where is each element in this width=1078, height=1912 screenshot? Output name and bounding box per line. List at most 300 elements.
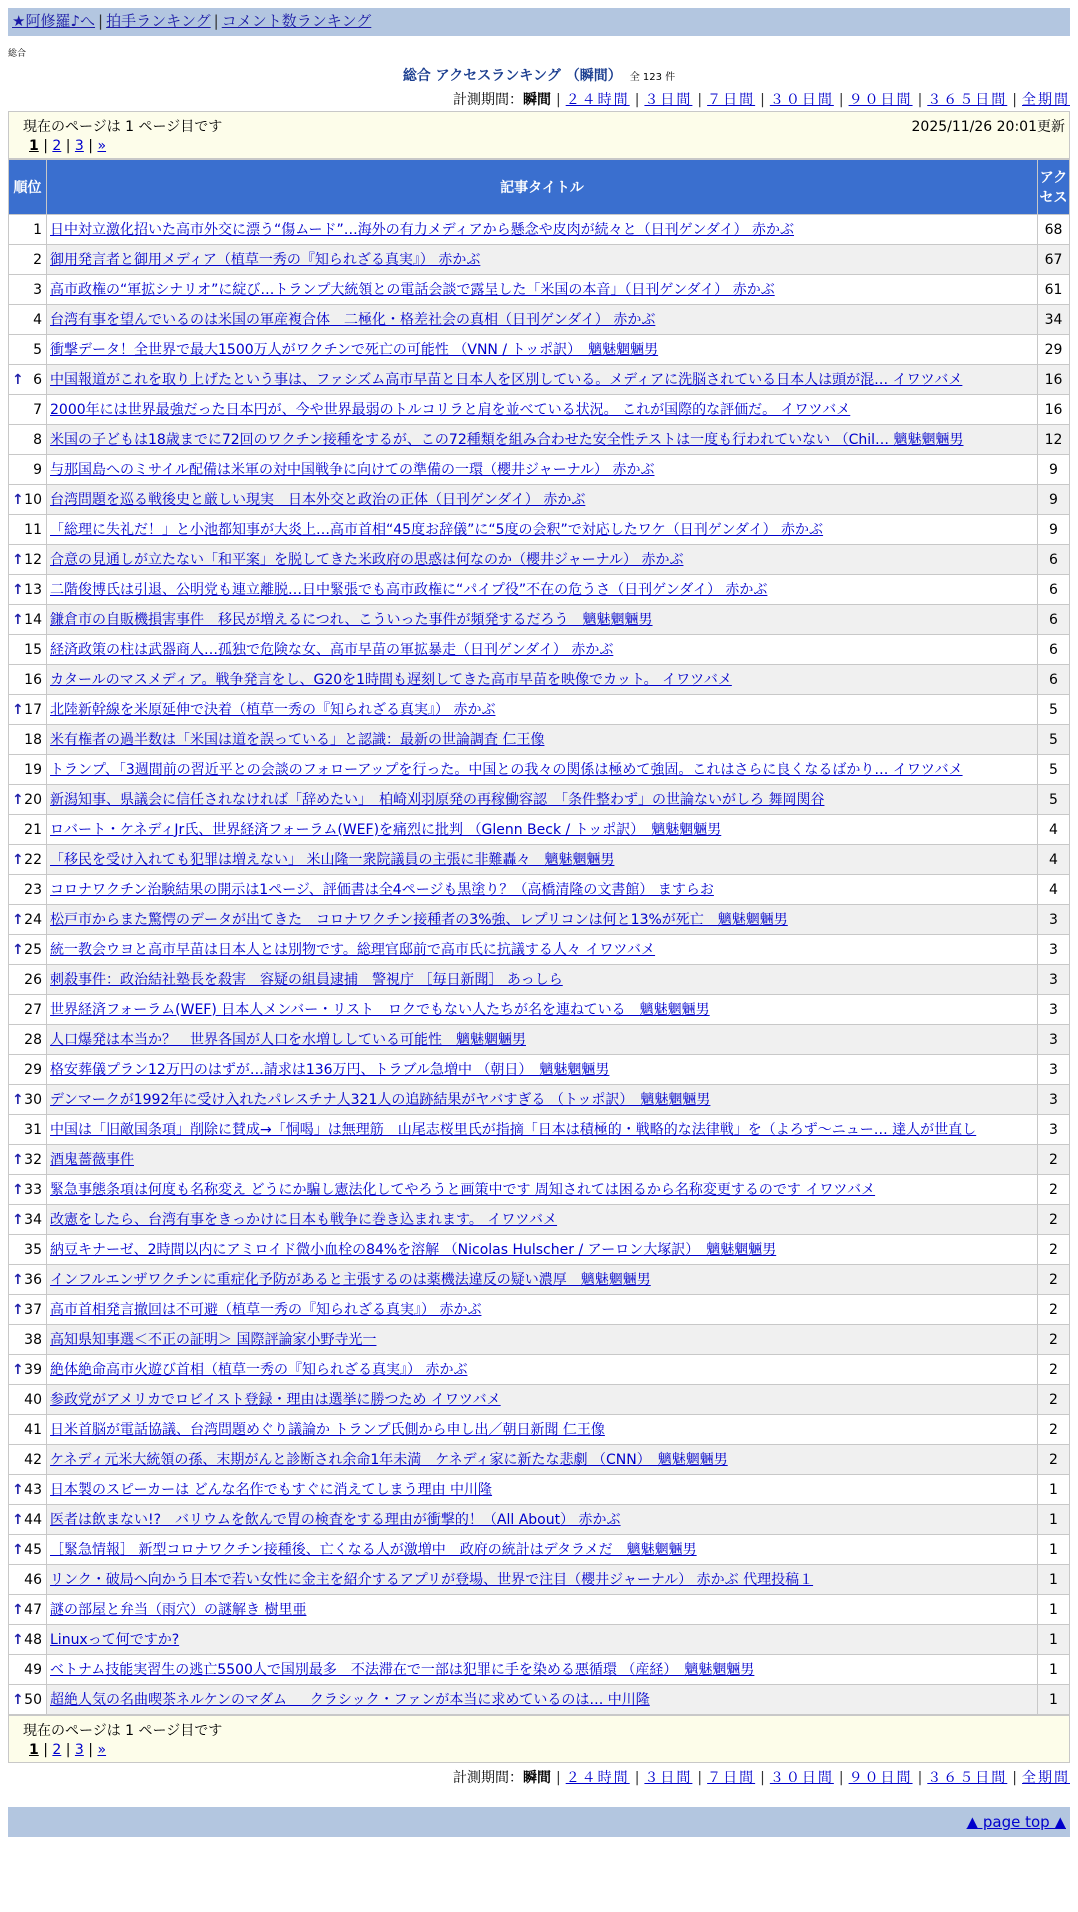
rank-number: 19 xyxy=(24,761,42,778)
rank-cell xyxy=(9,605,47,635)
pager: 1 | 2 | 3 | » xyxy=(29,1742,107,1758)
table-row xyxy=(9,1205,1070,1235)
arrow-up-icon: ↑ xyxy=(12,1181,24,1198)
access-count: 61 xyxy=(1038,275,1070,305)
article-link[interactable]: 高知県知事選＜不正の証明＞ 国際評論家小野寺光一 xyxy=(50,1331,377,1348)
table-row xyxy=(9,1445,1070,1475)
period-current: 瞬間 xyxy=(522,92,551,108)
table-row xyxy=(9,875,1070,905)
rank-number: 15 xyxy=(24,641,42,658)
access-column-header: アクセス xyxy=(1038,160,1070,215)
article-link[interactable]: ［緊急情報］ 新型コロナワクチン接種後、亡くなる人が激増中 政府の統計はデタラメだ 魑魅魍魎男 xyxy=(50,1541,697,1558)
rank-cell xyxy=(9,665,47,695)
access-count: 2 xyxy=(1038,1385,1070,1415)
article-link[interactable]: 高市首相発言撤回は不可避（植草一秀の『知られざる真実』） 赤かぶ xyxy=(50,1301,482,1318)
article-link[interactable]: 改憲をしたら、台湾有事をきっかけに日本も戦争に巻き込まれます。 イワツバメ xyxy=(50,1211,558,1228)
access-count: 2 xyxy=(1038,1295,1070,1325)
separator: | xyxy=(555,1770,561,1786)
arrow-up-icon: ↑ xyxy=(12,611,24,628)
article-link[interactable]: 衝撃データ！全世界で最大1500万人がワクチンで死亡の可能性 （VNN / トッポ訳） 魑魅魍魎男 xyxy=(50,341,659,358)
access-count: 5 xyxy=(1038,785,1070,815)
separator: | xyxy=(1012,92,1017,108)
title-cell xyxy=(47,1625,1038,1655)
pager-link[interactable]: 2 xyxy=(52,1742,62,1758)
article-link[interactable]: 台湾問題を巡る戦後史と厳しい現実 日本外交と政治の正体（日刊ゲンダイ） 赤かぶ xyxy=(50,491,586,508)
arrow-up-icon: ↑ xyxy=(12,581,24,598)
access-count: 3 xyxy=(1038,1055,1070,1085)
rank-number: 45 xyxy=(24,1541,42,1558)
table-row xyxy=(9,785,1070,815)
title-cell xyxy=(47,1355,1038,1385)
rank-cell xyxy=(9,965,47,995)
access-count: 16 xyxy=(1038,395,1070,425)
article-link[interactable]: 鎌倉市の自販機損害事件 移民が増えるにつれ、こういった事件が頻発するだろう 魑魅魍魎男 xyxy=(50,611,653,628)
article-link[interactable]: インフルエンザワクチンに重症化予防があると主張するのは薬機法違反の疑い濃厚 魑魅魍魎男 xyxy=(50,1271,651,1288)
arrow-up-icon: ↑ xyxy=(12,941,24,958)
separator: | xyxy=(760,92,765,108)
pager-link[interactable]: 2 xyxy=(52,138,62,154)
article-link[interactable]: 新潟知事、県議会に信任されなければ「辞めたい」 柏崎刈羽原発の再稼働容認 「条件整わず」の世論ないがしろ 舞岡関谷 xyxy=(50,791,825,808)
access-count: 1 xyxy=(1038,1505,1070,1535)
article-link[interactable]: 医者は飲まない!? バリウムを飲んで胃の検査をする理由が衝撃的！（All About） 赤かぶ xyxy=(50,1511,621,1528)
rank-cell xyxy=(9,725,47,755)
rank-cell xyxy=(9,635,47,665)
rank-number: 1 xyxy=(33,221,42,238)
article-link[interactable]: リンク・破局へ向かう日本で若い女性に金主を紹介するアプリが登場、世界で注目（櫻井ジャーナル） 赤かぶ 代理投稿１ xyxy=(50,1571,814,1588)
table-row xyxy=(9,845,1070,875)
access-count: 34 xyxy=(1038,305,1070,335)
article-link[interactable]: 経済政策の柱は武器商人…孤独で危険な女、高市早苗の軍拡暴走（日刊ゲンダイ） 赤かぶ xyxy=(50,641,614,658)
rank-number: 23 xyxy=(24,881,42,898)
rank-number: 34 xyxy=(24,1211,42,1228)
period-link[interactable]: ３６５日間 xyxy=(927,1770,1008,1786)
article-link[interactable]: 北陸新幹線を米原延伸で決着（植草一秀の『知られざる真実』） 赤かぶ xyxy=(50,701,496,718)
rank-cell xyxy=(9,455,47,485)
rank-cell xyxy=(9,815,47,845)
access-count: 3 xyxy=(1038,935,1070,965)
access-count: 6 xyxy=(1038,635,1070,665)
table-row xyxy=(9,1145,1070,1175)
article-link[interactable]: ロバート・ケネディJr氏、世界経済フォーラム(WEF)を痛烈に批判 （Glenn Beck / トッポ訳） 魑魅魍魎男 xyxy=(50,821,722,838)
table-row xyxy=(9,725,1070,755)
rank-cell xyxy=(9,485,47,515)
rank-cell xyxy=(9,755,47,785)
pager-next-link[interactable]: » xyxy=(97,1742,107,1758)
article-link[interactable]: 世界経済フォーラム(WEF) 日本人メンバー・リスト ロクでもない人たちが名を連ねている 魑魅魍魎男 xyxy=(50,1001,710,1018)
title-cell xyxy=(47,1055,1038,1085)
title-cell xyxy=(47,215,1038,245)
article-link[interactable]: 絶体絶命高市火遊び首相（植草一秀の『知られざる真実』） 赤かぶ xyxy=(50,1361,468,1378)
rank-number: 37 xyxy=(24,1301,42,1318)
rank-cell xyxy=(9,275,47,305)
title-cell xyxy=(47,1535,1038,1565)
access-count: 2 xyxy=(1038,1205,1070,1235)
table-row xyxy=(9,1595,1070,1625)
title-cell xyxy=(47,605,1038,635)
table-row xyxy=(9,365,1070,395)
access-count: 1 xyxy=(1038,1475,1070,1505)
article-link[interactable]: 「移民を受け入れても犯罪は増えない」 米山隆一衆院議員の主張に非難轟々 魑魅魍魎男 xyxy=(50,851,615,868)
title-cell xyxy=(47,875,1038,905)
period-link[interactable]: 全期間 xyxy=(1022,1770,1070,1786)
rank-cell xyxy=(9,305,47,335)
rank-cell xyxy=(9,1145,47,1175)
article-link[interactable]: 高市政権の“軍拡シナリオ”に綻び…トランプ大統領との電話会談で露呈した「米国の本音」（日刊ゲンダイ） 赤かぶ xyxy=(50,281,775,298)
period-link[interactable]: ３０日間 xyxy=(769,1770,834,1786)
access-count: 3 xyxy=(1038,905,1070,935)
title-cell xyxy=(47,395,1038,425)
rank-cell xyxy=(9,1445,47,1475)
arrow-up-icon: ↑ xyxy=(12,851,24,868)
rank-number: 46 xyxy=(24,1571,42,1588)
title-cell xyxy=(47,245,1038,275)
table-row xyxy=(9,1535,1070,1565)
access-count: 29 xyxy=(1038,335,1070,365)
access-count: 4 xyxy=(1038,875,1070,905)
rank-cell xyxy=(9,1505,47,1535)
rank-cell xyxy=(9,1415,47,1445)
article-link[interactable]: 松戸市からまた驚愕のデータが出てきた コロナワクチン接種者の3%強、レプリコンは何と13%が死亡 魑魅魍魎男 xyxy=(50,911,788,928)
arrow-up-icon: ↑ xyxy=(12,911,24,928)
article-link[interactable]: 日米首脳が電話協議、台湾問題めぐり議論か トランプ氏側から申し出／朝日新聞 仁王像 xyxy=(50,1421,605,1438)
page-title: 総合 アクセスランキング （瞬間） xyxy=(402,68,622,84)
rank-cell xyxy=(9,1205,47,1235)
article-link[interactable]: トランプ、「3週間前の習近平との会談のフォローアップを行った。中国との我々の関係は極めて強固。これはさらに良くなるばかり… イワツバメ xyxy=(50,761,963,778)
rank-number: 47 xyxy=(24,1601,42,1618)
rank-number: 38 xyxy=(24,1331,42,1348)
article-link[interactable]: ケネディ元米大統領の孫、末期がんと診断され余命1年未満 ケネディ家に新たな悲劇 （CNN） 魑魅魍魎男 xyxy=(50,1451,728,1468)
access-count: 9 xyxy=(1038,455,1070,485)
rank-cell xyxy=(9,575,47,605)
table-row xyxy=(9,1025,1070,1055)
pager-current: 1 xyxy=(29,138,39,154)
page-top-link[interactable]: ▲ page top ▲ xyxy=(966,1813,1066,1831)
arrow-up-icon: ↑ xyxy=(12,1361,24,1378)
rank-number: 11 xyxy=(24,521,42,538)
title-cell xyxy=(47,1085,1038,1115)
rank-number: 13 xyxy=(24,581,42,598)
rank-number: 6 xyxy=(33,371,42,388)
period-link[interactable]: ９０日間 xyxy=(848,92,913,108)
rank-number: 35 xyxy=(24,1241,42,1258)
article-link[interactable]: 台湾有事を望んでいるのは米国の軍産複合体 二極化・格差社会の真相（日刊ゲンダイ） 赤かぶ xyxy=(50,311,656,328)
section-label: 総合 xyxy=(8,49,27,59)
access-count: 2 xyxy=(1038,1145,1070,1175)
title-cell xyxy=(47,275,1038,305)
arrow-up-icon: ↑ xyxy=(12,1511,24,1528)
arrow-up-icon: ↑ xyxy=(12,1271,24,1288)
article-link[interactable]: 謎の部屋と弁当（雨穴）の謎解き 樹里亜 xyxy=(50,1601,307,1618)
title-cell xyxy=(47,905,1038,935)
title-cell xyxy=(47,1475,1038,1505)
rank-cell xyxy=(9,1355,47,1385)
article-link[interactable]: 中国は「旧敵国条項」削除に賛成→「恫喝」は無理筋 山尾志桜里氏が指摘「日本は積極的・戦略的な法律戦」を（よろず〜ニュー… 達人が世直し xyxy=(50,1121,977,1138)
table-row xyxy=(9,1415,1070,1445)
table-row xyxy=(9,965,1070,995)
title-cell xyxy=(47,785,1038,815)
title-cell xyxy=(47,1655,1038,1685)
page-info-box-bottom xyxy=(8,1715,1070,1763)
period-link[interactable]: 全期間 xyxy=(1022,92,1070,108)
period-link[interactable]: ３６５日間 xyxy=(927,92,1008,108)
rank-number: 26 xyxy=(24,971,42,988)
table-row xyxy=(9,515,1070,545)
rank-number: 29 xyxy=(24,1061,42,1078)
rank-number: 28 xyxy=(24,1031,42,1048)
title-cell xyxy=(47,755,1038,785)
article-link[interactable]: 格安葬儀プラン12万円のはずが…請求は136万円、トラブル急増中 （朝日） 魑魅魍魎男 xyxy=(50,1061,610,1078)
table-row xyxy=(9,905,1070,935)
rank-number: 5 xyxy=(33,341,42,358)
table-row xyxy=(9,335,1070,365)
rank-cell xyxy=(9,905,47,935)
table-row xyxy=(9,695,1070,725)
title-cell xyxy=(47,365,1038,395)
rank-number: 14 xyxy=(24,611,42,628)
table-row xyxy=(9,1055,1070,1085)
rank-cell xyxy=(9,845,47,875)
title-cell xyxy=(47,1205,1038,1235)
table-row xyxy=(9,245,1070,275)
access-count: 68 xyxy=(1038,215,1070,245)
access-count: 2 xyxy=(1038,1175,1070,1205)
access-count: 12 xyxy=(1038,425,1070,455)
rank-number: 8 xyxy=(33,431,42,448)
article-link[interactable]: 酒鬼薔薇事件 xyxy=(50,1151,134,1168)
rank-number: 31 xyxy=(24,1121,42,1138)
rank-number: 18 xyxy=(24,731,42,748)
article-link[interactable]: 与那国島へのミサイル配備は米軍の対中国戦争に向けての準備の一環（櫻井ジャーナル） 赤かぶ xyxy=(50,461,655,478)
separator: | xyxy=(760,1770,765,1786)
article-link[interactable]: 参政党がアメリカでロビイスト登録・理由は選挙に勝つため イワツバメ xyxy=(50,1391,501,1408)
article-link[interactable]: 米有権者の過半数は「米国は道を誤っている」と認識：最新の世論調査 仁王像 xyxy=(50,731,545,748)
rank-cell xyxy=(9,1595,47,1625)
separator: | xyxy=(697,92,703,108)
pager-next-link[interactable]: » xyxy=(97,138,107,154)
article-link[interactable]: 米国の子どもは18歳までに72回のワクチン接種をするが、この72種類を組み合わせた安全性テストは一度も行われていない （Chil… 魑魅魍魎男 xyxy=(50,431,964,448)
period-link[interactable]: ９０日間 xyxy=(848,1770,913,1786)
rank-number: 9 xyxy=(33,461,42,478)
access-count: 2 xyxy=(1038,1355,1070,1385)
rank-cell xyxy=(9,545,47,575)
rank-number: 10 xyxy=(24,491,42,508)
rank-cell xyxy=(9,1565,47,1595)
title-cell xyxy=(47,1385,1038,1415)
access-count: 3 xyxy=(1038,1115,1070,1145)
title-cell xyxy=(47,1265,1038,1295)
rank-cell xyxy=(9,1175,47,1205)
arrow-up-icon: ↑ xyxy=(12,791,24,808)
current-page-text: 現在のページは 1 ページ目です xyxy=(23,1723,223,1739)
title-cell xyxy=(47,1145,1038,1175)
article-link[interactable]: デンマークが1992年に受け入れたパレスチナ人321人の追跡結果がヤバすぎる （トッポ訳） 魑魅魍魎男 xyxy=(50,1091,711,1108)
arrow-up-icon: ↑ xyxy=(12,1211,24,1228)
title-cell xyxy=(47,1685,1038,1715)
ranking-table xyxy=(8,159,1070,1715)
period-link[interactable]: ７日間 xyxy=(707,1770,756,1786)
article-link[interactable]: 日中対立激化招いた高市外交に漂う“傷ムード”…海外の有力メディアから懸念や皮肉が続々と（日刊ゲンダイ） 赤かぶ xyxy=(50,221,795,238)
period-label: 計測期間： xyxy=(452,1770,523,1786)
period-link[interactable]: ３日間 xyxy=(644,92,693,108)
title-cell xyxy=(47,815,1038,845)
comment-ranking-link[interactable]: コメント数ランキング xyxy=(221,12,372,30)
rank-number: 30 xyxy=(24,1091,42,1108)
article-link[interactable]: 日本製のスピーカーは どんな名作でもすぐに消えてしまう理由 中川隆 xyxy=(50,1481,493,1498)
arrow-up-icon: ↑ xyxy=(12,1091,24,1108)
period-link[interactable]: ２４時間 xyxy=(565,92,630,108)
title-cell xyxy=(47,1295,1038,1325)
period-link[interactable]: ２４時間 xyxy=(565,1770,630,1786)
rank-cell xyxy=(9,1085,47,1115)
article-link[interactable]: 二階俊博氏は引退、公明党も連立離脱…日中緊張でも高市政権に“パイプ役”不在の危うさ（日刊ゲンダイ） 赤かぶ xyxy=(50,581,768,598)
article-link[interactable]: 緊急事態条項は何度も名称変え どうにか騙し憲法化してやろうと画策中です 周知されては困るから名称変更するのです イワツバメ xyxy=(50,1181,876,1198)
access-count: 16 xyxy=(1038,365,1070,395)
title-cell xyxy=(47,305,1038,335)
article-link[interactable]: 納豆キナーゼ、2時間以内にアミロイド微小血栓の84%を溶解 （Nicolas Hulscher / アーロン大塚訳） 魑魅魍魎男 xyxy=(50,1241,777,1258)
rank-number: 25 xyxy=(24,941,42,958)
rank-cell xyxy=(9,1475,47,1505)
arrow-up-icon: ↑ xyxy=(12,1601,24,1618)
rank-number: 17 xyxy=(24,701,42,718)
rank-cell xyxy=(9,785,47,815)
period-link[interactable]: ３日間 xyxy=(644,1770,693,1786)
title-cell xyxy=(47,1505,1038,1535)
rank-number: 2 xyxy=(33,251,42,268)
period-selector xyxy=(8,89,1070,111)
rank-number: 49 xyxy=(24,1661,42,1678)
clap-ranking-link[interactable]: 拍手ランキング xyxy=(106,12,211,30)
separator: | xyxy=(838,1770,844,1786)
table-row xyxy=(9,215,1070,245)
footer-bar xyxy=(8,1807,1070,1837)
table-row xyxy=(9,1295,1070,1325)
rank-cell xyxy=(9,1115,47,1145)
title-cell xyxy=(47,665,1038,695)
title-cell xyxy=(47,335,1038,365)
separator: | xyxy=(555,92,561,108)
pager: 1 | 2 | 3 | » xyxy=(29,138,107,154)
rank-number: 27 xyxy=(24,1001,42,1018)
article-link[interactable]: ベトナム技能実習生の逃亡5500人で国別最多 不法滞在で一部は犯罪に手を染める悪循環 （産経） 魑魅魍魎男 xyxy=(50,1661,755,1678)
title-cell xyxy=(47,1595,1038,1625)
rank-cell xyxy=(9,1235,47,1265)
pager-link[interactable]: 3 xyxy=(74,1742,84,1758)
rank-column-header: 順位 xyxy=(9,160,47,215)
article-link[interactable]: 人口爆発は本当か？ 世界各国が人口を水増ししている可能性 魑魅魍魎男 xyxy=(50,1031,526,1048)
title-cell xyxy=(47,845,1038,875)
table-row xyxy=(9,275,1070,305)
rank-number: 12 xyxy=(24,551,42,568)
article-link[interactable]: 統一教会ウヨと高市早苗は日本人とは別物です。総理官邸前で高市氏に抗議する人々 イワツバメ xyxy=(50,941,656,958)
home-link[interactable]: ★阿修羅♪へ xyxy=(12,12,96,30)
rank-cell xyxy=(9,245,47,275)
rank-number: 32 xyxy=(24,1151,42,1168)
title-cell xyxy=(47,1175,1038,1205)
table-row xyxy=(9,635,1070,665)
table-row xyxy=(9,455,1070,485)
access-count: 3 xyxy=(1038,965,1070,995)
article-link[interactable]: カタールのマスメディア。戦争発言をし、G20を1時間も遅刻してきた高市早苗を映像でカット。 イワツバメ xyxy=(50,671,732,688)
article-link[interactable]: 「総理に失礼だ！」と小池都知事が大炎上…高市首相“45度お辞儀”に“5度の会釈”で対応したワケ（日刊ゲンダイ） 赤かぶ xyxy=(50,521,824,538)
period-label: 計測期間： xyxy=(452,92,523,108)
access-count: 3 xyxy=(1038,1025,1070,1055)
title-cell xyxy=(47,1235,1038,1265)
title-cell xyxy=(47,575,1038,605)
title-cell xyxy=(47,1565,1038,1595)
article-link[interactable]: 刺殺事件：政治結社塾長を殺害 容疑の組員逮捕 警視庁 ［毎日新聞］ あっしら xyxy=(50,971,563,988)
table-row xyxy=(9,1565,1070,1595)
title-cell xyxy=(47,425,1038,455)
period-link[interactable]: ７日間 xyxy=(707,92,756,108)
arrow-up-icon: ↑ xyxy=(12,1631,24,1648)
title-cell xyxy=(47,995,1038,1025)
table-row xyxy=(9,395,1070,425)
arrow-up-icon: ↑ xyxy=(12,701,24,718)
page-info-box xyxy=(8,111,1070,159)
access-count: 4 xyxy=(1038,845,1070,875)
title-cell xyxy=(47,485,1038,515)
table-row xyxy=(9,815,1070,845)
title-cell xyxy=(47,1445,1038,1475)
article-link[interactable]: Linuxって何ですか? xyxy=(50,1631,180,1648)
access-count: 2 xyxy=(1038,1265,1070,1295)
article-link[interactable]: 超絶人気の名曲喫茶ネルケンのマダム ＿ クラシック・ファンが本当に求めているのは… 中川隆 xyxy=(50,1691,650,1708)
table-row xyxy=(9,1175,1070,1205)
access-count: 2 xyxy=(1038,1325,1070,1355)
article-link[interactable]: 2000年には世界最強だった日本円が、今や世界最弱のトルコリラと肩を並べている状況。 これが国際的な評価だ。 イワツバメ xyxy=(50,401,851,418)
access-count: 3 xyxy=(1038,995,1070,1025)
rank-number: 36 xyxy=(24,1271,42,1288)
pager-link[interactable]: 3 xyxy=(74,138,84,154)
period-link[interactable]: ３０日間 xyxy=(769,92,834,108)
arrow-up-icon: ↑ xyxy=(12,1541,24,1558)
separator: | xyxy=(1012,1770,1017,1786)
title-cell xyxy=(47,695,1038,725)
rank-cell xyxy=(9,875,47,905)
arrow-up-icon: ↑ xyxy=(12,1151,24,1168)
table-row xyxy=(9,1475,1070,1505)
rank-number: 4 xyxy=(33,311,42,328)
table-row xyxy=(9,665,1070,695)
period-current: 瞬間 xyxy=(522,1770,551,1786)
arrow-up-icon: ↑ xyxy=(12,1691,24,1708)
rank-number: 7 xyxy=(33,401,42,418)
rank-cell xyxy=(9,365,47,395)
rank-cell xyxy=(9,1625,47,1655)
table-row xyxy=(9,1655,1070,1685)
article-link[interactable]: コロナワクチン治験結果の開示は1ページ、評価書は全4ページも黒塗り？（高橋清隆の文書館） ますらお xyxy=(50,881,714,898)
title-cell xyxy=(47,725,1038,755)
table-row xyxy=(9,1235,1070,1265)
arrow-up-icon: ↑ xyxy=(12,1481,24,1498)
access-count: 2 xyxy=(1038,1415,1070,1445)
table-row xyxy=(9,1505,1070,1535)
table-row xyxy=(9,1325,1070,1355)
access-count: 5 xyxy=(1038,725,1070,755)
access-count: 3 xyxy=(1038,1085,1070,1115)
rank-cell xyxy=(9,335,47,365)
access-count: 1 xyxy=(1038,1535,1070,1565)
article-link[interactable]: 中国報道がこれを取り上げたという事は、ファシズム高市早苗と日本人を区別している。メディアに洗脳されている日本人は頭が混… イワツバメ xyxy=(50,371,963,388)
table-row xyxy=(9,1115,1070,1145)
rank-number: 50 xyxy=(24,1691,42,1708)
article-link[interactable]: 合意の見通しが立たない「和平案」を脱してきた米政府の思惑は何なのか（櫻井ジャーナル） 赤かぶ xyxy=(50,551,684,568)
separator: | xyxy=(634,92,640,108)
title-column-header: 記事タイトル xyxy=(47,160,1038,215)
access-count: 6 xyxy=(1038,665,1070,695)
table-row xyxy=(9,605,1070,635)
article-link[interactable]: 御用発言者と御用メディア（植草一秀の『知られざる真実』） 赤かぶ xyxy=(50,251,481,268)
